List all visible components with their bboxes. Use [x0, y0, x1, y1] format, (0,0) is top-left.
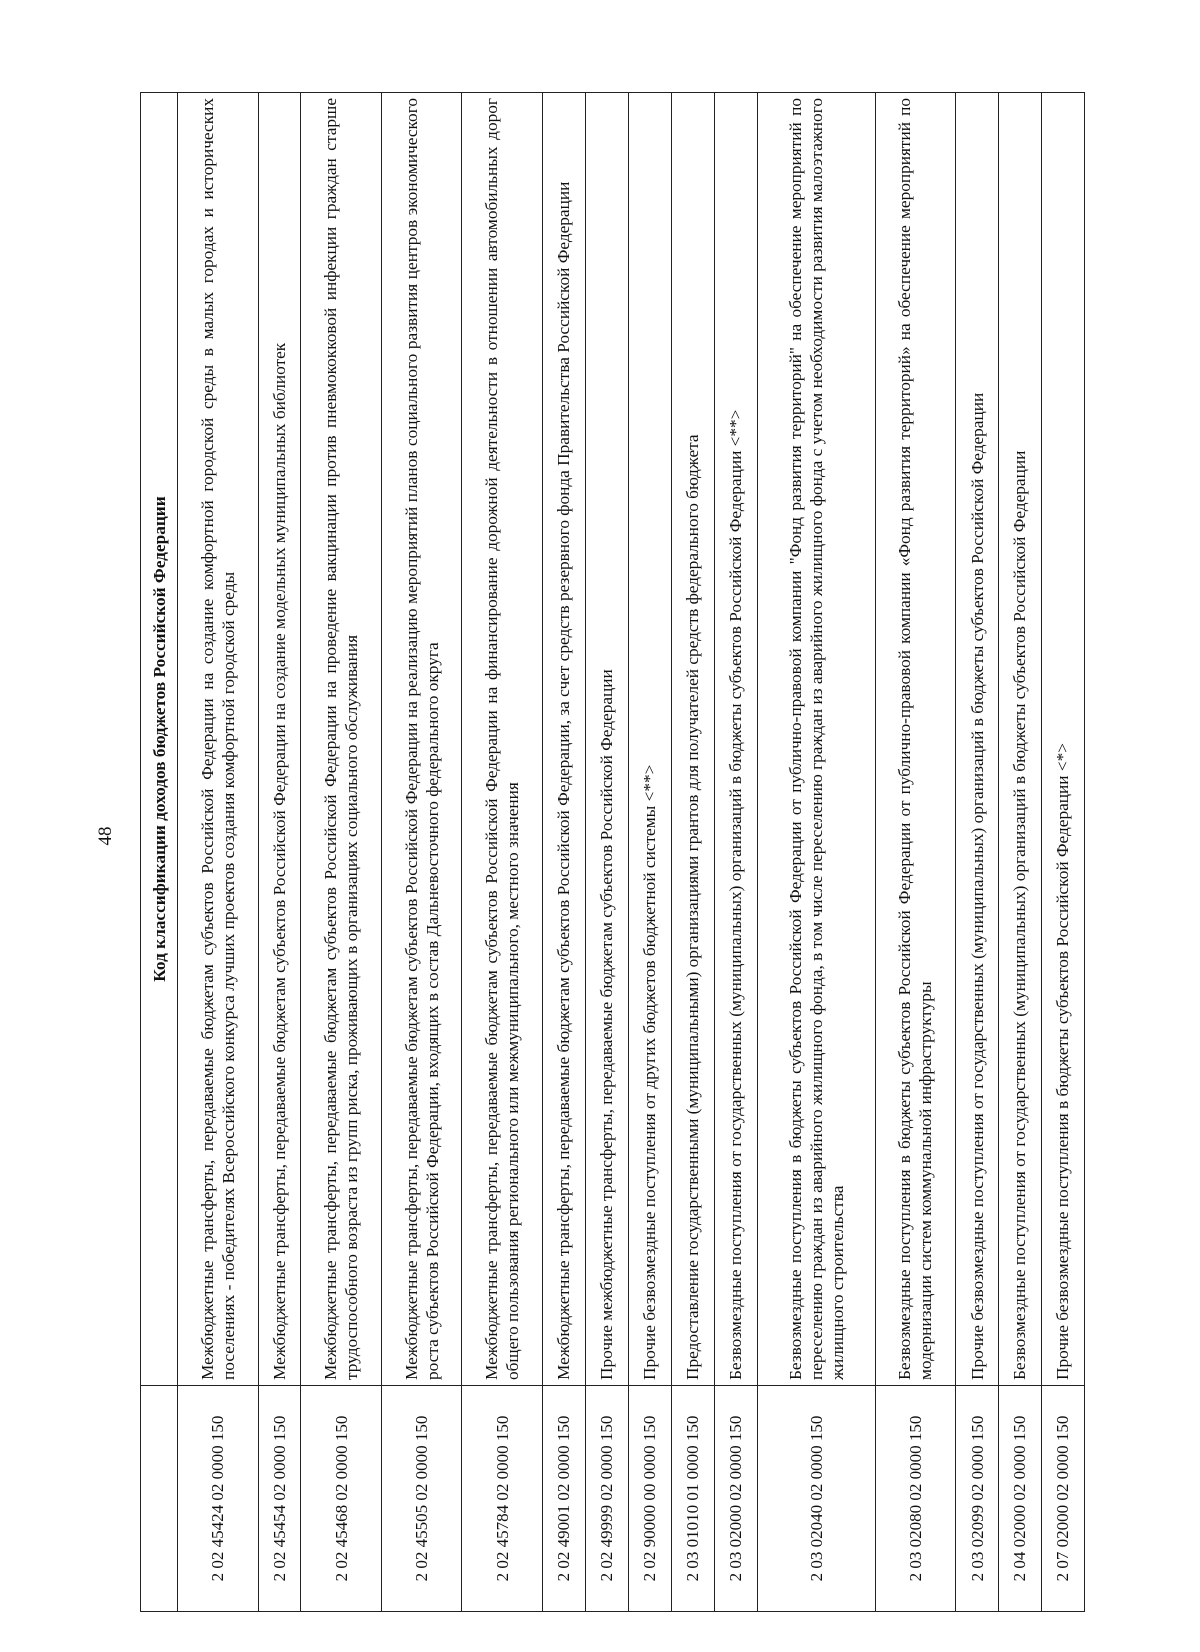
rotated-page-content	[140, 92, 1085, 1612]
table-row	[1041, 93, 1084, 1612]
table-row	[585, 93, 628, 1612]
income-description-cell: Прочие безвозмездные поступления в бюджеты субъектов Российской Федерации <*>	[1041, 93, 1084, 1386]
income-description-cell: Прочие безвозмездные поступления от государственных (муниципальных) организаций в бюджеты субъектов Российской Федерации	[956, 93, 999, 1386]
income-code-cell: 2 03 02080 02 0000 150	[875, 1386, 956, 1612]
income-description-cell: Безвозмездные поступления от государственных (муниципальных) организаций в бюджеты субъектов Российской Федерации <**>	[714, 93, 757, 1386]
table-row	[999, 93, 1042, 1612]
income-description-cell: Безвозмездные поступления от государственных (муниципальных) организаций в бюджеты субъектов Российской Федерации	[999, 93, 1042, 1386]
income-description-cell: Безвозмездные поступления в бюджеты субъектов Российской Федерации от публично-правовой компании «Фонд развития территорий» на обеспечение мероприятий по модернизации систем коммунальной инфраструктуры	[875, 93, 956, 1386]
income-code-cell: 2 02 45784 02 0000 150	[462, 1386, 543, 1612]
header-description-cell: Код классификации доходов бюджетов Российской Федерации	[141, 93, 178, 1386]
income-code-cell: 2 02 49001 02 0000 150	[542, 1386, 585, 1612]
income-description-cell: Межбюджетные трансферты, передаваемые бюджетам субъектов Российской Федерации на финансирование дорожной деятельности в отношении автомобильных дорог общего пользования регионального или межмуниципального, местного значения	[462, 93, 543, 1386]
income-classification-table	[140, 92, 1085, 1612]
table-row	[462, 93, 543, 1612]
table-row	[301, 93, 382, 1612]
income-description-cell: Межбюджетные трансферты, передаваемые бюджетам субъектов Российской Федерации на создание комфортной городской среды в малых городах и исторических поселениях - победителях Всероссийского конкурса лучших проектов создания комфортной городской среды	[178, 93, 259, 1386]
table-row	[875, 93, 956, 1612]
table-row	[381, 93, 462, 1612]
table-row	[714, 93, 757, 1612]
income-description-cell: Межбюджетные трансферты, передаваемые бюджетам субъектов Российской Федерации на реализацию мероприятий планов социального развития центров экономического роста субъектов Российской Федерации, входящих в состав Дальневосточного федерального округа	[381, 93, 462, 1386]
page-number: 48	[95, 826, 116, 846]
table-row	[956, 93, 999, 1612]
table-row	[542, 93, 585, 1612]
income-code-cell: 2 03 02040 02 0000 150	[757, 1386, 875, 1612]
table-row	[258, 93, 301, 1612]
income-code-cell: 2 02 45424 02 0000 150	[178, 1386, 259, 1612]
income-description-cell: Прочие безвозмездные поступления от других бюджетов бюджетной системы <**>	[628, 93, 671, 1386]
income-description-cell: Межбюджетные трансферты, передаваемые бюджетам субъектов Российской Федерации на создание модельных муниципальных библиотек	[258, 93, 301, 1386]
income-code-cell: 2 02 49999 02 0000 150	[585, 1386, 628, 1612]
income-code-cell: 2 02 90000 00 0000 150	[628, 1386, 671, 1612]
income-code-cell: 2 03 02000 02 0000 150	[714, 1386, 757, 1612]
table-row	[628, 93, 671, 1612]
table-header-row	[141, 93, 178, 1612]
income-description-cell: Прочие межбюджетные трансферты, передаваемые бюджетам субъектов Российской Федерации	[585, 93, 628, 1386]
income-code-cell: 2 02 45505 02 0000 150	[381, 1386, 462, 1612]
table-body	[178, 93, 1085, 1612]
income-code-cell: 2 02 45468 02 0000 150	[301, 1386, 382, 1612]
income-code-cell: 2 02 45454 02 0000 150	[258, 1386, 301, 1612]
income-description-cell: Межбюджетные трансферты, передаваемые бюджетам субъектов Российской Федерации, за счет средств резервного фонда Правительства Российской Федерации	[542, 93, 585, 1386]
table-row	[671, 93, 714, 1612]
table-row	[757, 93, 875, 1612]
income-code-cell: 2 07 02000 02 0000 150	[1041, 1386, 1084, 1612]
income-description-cell: Безвозмездные поступления в бюджеты субъектов Российской Федерации от публично-правовой компании "Фонд развития территорий" на обеспечение мероприятий по переселению граждан из аварийного жилищного фонда, в том числе переселению граждан из аварийного жилищного фонда с учетом необходимости развития малоэтажного жилищного строительства	[757, 93, 875, 1386]
income-description-cell: Предоставление государственными (муниципальными) организациями грантов для получателей средств федерального бюджета	[671, 93, 714, 1386]
income-code-cell: 2 04 02000 02 0000 150	[999, 1386, 1042, 1612]
income-code-cell: 2 03 01010 01 0000 150	[671, 1386, 714, 1612]
income-code-cell: 2 03 02099 02 0000 150	[956, 1386, 999, 1612]
table-row	[178, 93, 259, 1612]
income-description-cell: Межбюджетные трансферты, передаваемые бюджетам субъектов Российской Федерации на проведение вакцинации против пневмококковой инфекции граждан старше трудоспособного возраста из групп риска, проживающих в организациях социального обслуживания	[301, 93, 382, 1386]
header-code-cell	[141, 1386, 178, 1612]
